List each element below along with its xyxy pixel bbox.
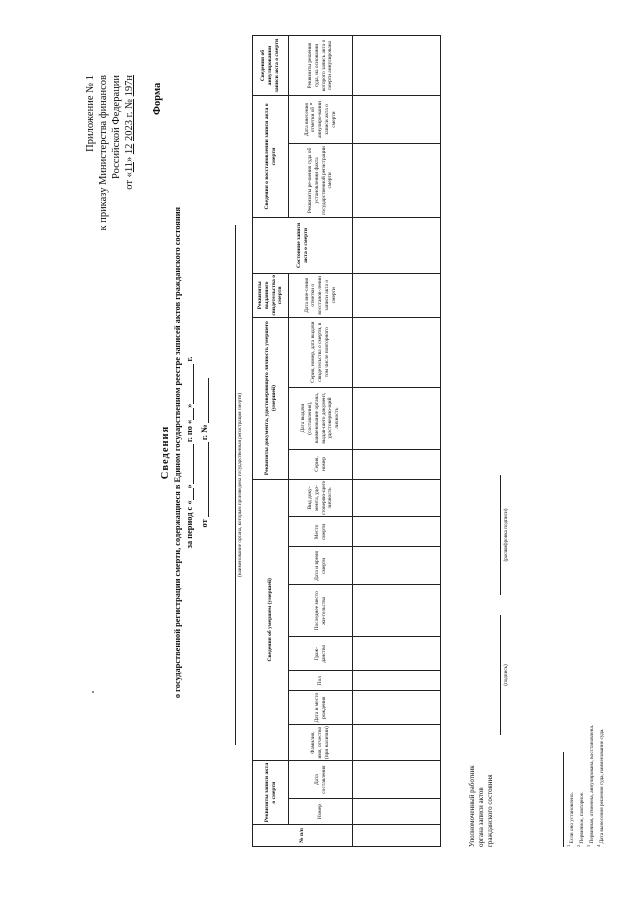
scan-speck: [92, 691, 94, 693]
col-document-header: Реквизиты документа, удостоверяющего личность умершего (умершей): [253, 317, 289, 479]
col-nomer: Номер: [289, 799, 353, 825]
signature-decode-caption: (расшифровка подписи): [503, 508, 509, 562]
col-data-mesto-rozhdeniya: Дата и место рождения: [289, 691, 353, 725]
signature-caption: (подпись): [503, 664, 509, 686]
organ-name-line: [225, 225, 236, 745]
col-seriya-nomer: Серия, номер: [289, 449, 353, 479]
form-title: [160, 0, 209, 905]
title-main: Сведения: [160, 425, 171, 480]
col-mesto-smerti: Место смерти: [289, 517, 353, 547]
title-period: за период с «» г. по «» г.: [185, 356, 194, 549]
col-annul-data: Дата внесения отметки об аннулиро-вании записи акта о смерти: [289, 96, 353, 144]
appendix-number: 197н: [124, 75, 136, 97]
col-data-vremya-smerti: Дата и время смерти: [289, 547, 353, 585]
appendix-line3: Российской Федерации: [111, 75, 123, 179]
organ-name-caption: (наименование органа, которым произведена государственная регистрация смерти): [237, 393, 243, 577]
col-sostoyanie-header: Состояние записи акта о смерти: [253, 217, 353, 273]
col-vosst-reshenie: Реквизиты ре-шения суда об установлении факта государственной регистрации смерти: [289, 144, 353, 218]
footnote-separator: [563, 752, 564, 847]
col-vid-dokumenta: Вид доку-мента, удо-стоверяю-щего личность: [289, 479, 353, 517]
appendix-month: 12: [124, 143, 136, 155]
col-poslednee-mesto: Последнее место жи-тельства: [289, 585, 353, 637]
table-row-empty: [353, 36, 441, 847]
footnote-1: $^1$ Если оно установлено.: [566, 792, 575, 847]
col-annulirovanie-header: Сведения об аннулировании записи акта о смерти: [253, 36, 289, 96]
col-vosstanovlenie-header: Сведения о восстановлении записи акта о смерти: [253, 96, 289, 218]
sign-line1: Уполномоченный работник: [468, 765, 476, 847]
col-pol: Пол: [289, 671, 353, 691]
appendix-day: 11: [124, 162, 136, 173]
sign-line3: гражданского состояния: [486, 774, 495, 847]
sign-line2: органа записи актов: [477, 787, 486, 847]
footnotes: [566, 725, 606, 847]
appendix-date-line: от «11» 12 2023 г. № 197н: [124, 75, 136, 190]
footnote-2: $^2$ Первичное, повторное.: [575, 791, 585, 847]
signature-decode-line: [500, 475, 501, 595]
col-num-header: № п/п: [253, 825, 353, 847]
appendix-block: [84, 75, 137, 255]
death-registration-table: [252, 35, 441, 847]
col-grazhdanstvo: Граж-данство: [289, 637, 353, 671]
col-rekvizity-header: Реквизиты записи акта о смерти: [253, 761, 289, 825]
col-svidetelstvo-header: Реквизиты выданного свидетельства о смерти: [253, 273, 289, 317]
title-subtitle: о государственной регистрации смерти, содержащиеся в Едином государственном реестре записей актов гражданского состояния: [173, 206, 182, 699]
signature-line: [500, 615, 501, 735]
appendix-line1: Приложение № 1: [85, 75, 96, 152]
forma-label: Форма: [152, 82, 163, 115]
appendix-line2: к приказу Министерства финансов: [98, 75, 110, 231]
col-data-sostavleniya: Дата составления: [289, 761, 353, 799]
col-data-vydachi: Дата выдачи (составления), наименование органа, выдав-шего документ, удостоверяю-щий личность: [289, 387, 353, 449]
scan-speck: [310, 103, 312, 105]
col-annul-reshenie: Реквизиты решения суда, на основании которого запись акта о смерти аннулирована: [289, 36, 353, 96]
title-from-line: от г. №: [199, 0, 209, 905]
col-svidetelstvo-details: Серия, номер, дата выдачи свидетельства о смерти, в том числе повторного: [289, 317, 353, 387]
col-fio: Фамилия, имя, отчество (при наличии): [289, 725, 353, 761]
footnote-3: $^3$ Первичная, отменена, аннулирована, восстановлена.: [585, 724, 595, 847]
col-svedeniya-header: Сведения об умершем (умершей): [253, 479, 289, 761]
signature-block: [468, 765, 495, 847]
col-vosst-data: Дата вне-сения отметки о восстанов-лении записи акта о смерти: [289, 273, 353, 317]
footnote-4: $^4$ Дата вынесения решения суда, наименование суда.: [595, 728, 605, 847]
